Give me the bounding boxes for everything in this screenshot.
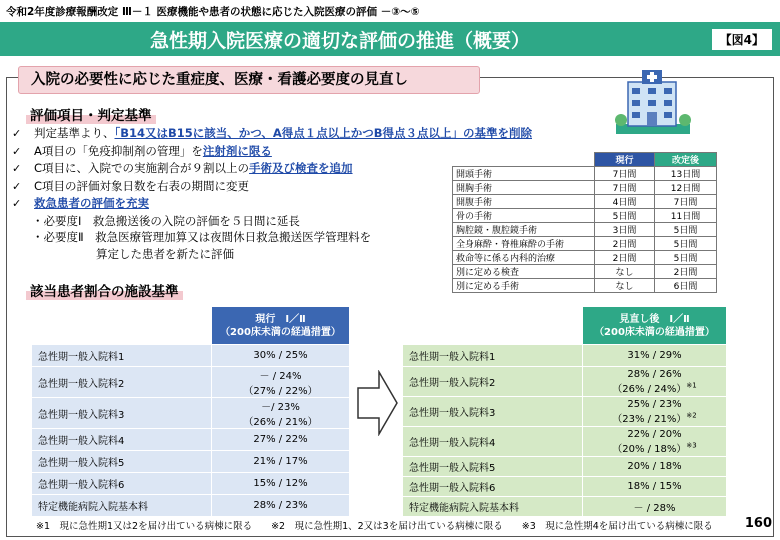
table-row: 急性期一般入院料6 15% / 12% bbox=[32, 473, 350, 495]
table-row: 特定機能病院入院基本料 － / 28% bbox=[403, 497, 727, 517]
criteria-highlight: 手術及び検査を追加 bbox=[249, 161, 353, 175]
table-row: 全身麻酔・脊椎麻酔の手術 2日間 5日間 bbox=[453, 237, 717, 251]
figure-label: 【図4】 bbox=[712, 29, 772, 50]
criteria-highlight: 注射剤に限る bbox=[202, 143, 272, 158]
current-standards-table bbox=[31, 306, 350, 517]
check-icon: ✓ bbox=[12, 179, 22, 193]
criteria-item: ✓ A項目の「免疫抑制剤の管理」を注射剤に限る bbox=[12, 143, 532, 161]
criteria-subitem: ・必要度Ⅰ 救急搬送後の入院の評価を５日間に延長 bbox=[32, 213, 300, 228]
table-row: 急性期一般入院料4 27% / 22% bbox=[32, 429, 350, 451]
check-icon: ✓ bbox=[12, 197, 22, 210]
table-row: 開頭手術 7日間 13日間 bbox=[453, 167, 717, 181]
criteria-heading: 評価項目・判定基準 bbox=[26, 104, 156, 124]
days-header-current: 現行 bbox=[595, 153, 655, 167]
table-row: 急性期一般入院料1 31% / 29% bbox=[403, 345, 727, 367]
table-row: 急性期一般入院料2 28% / 26% （26% / 24%）$^{※1}$ bbox=[403, 367, 727, 397]
table-row: 急性期一般入院料4 22% / 20% （20% / 18%）$^{※3}$ bbox=[403, 427, 727, 457]
table-row: 急性期一般入院料1 30% / 25% bbox=[32, 345, 350, 367]
table-row: 急性期一般入院料2 － / 24% （27% / 22%） bbox=[32, 367, 350, 398]
criteria-subitem: 算定した患者を新たに評価 bbox=[96, 246, 234, 261]
check-icon: ✓ bbox=[12, 127, 22, 140]
hospital-building-icon bbox=[612, 68, 694, 138]
days-header-revised: 改定後 bbox=[655, 153, 717, 167]
criteria-highlight: 救急患者の評価を充実 bbox=[34, 196, 149, 210]
table-row: 胸腔鏡・腹腔鏡手術 3日間 5日間 bbox=[453, 223, 717, 237]
table-row: 別に定める手術 なし 6日間 bbox=[453, 279, 717, 293]
table-row: 開胸手術 7日間 12日間 bbox=[453, 181, 717, 195]
section-title: 入院の必要性に応じた重症度、医療・看護必要度の見直し bbox=[18, 66, 480, 94]
criteria-item: ✓ C項目の評価対象日数を右表の期間に変更 bbox=[12, 178, 532, 196]
table-row: 別に定める検査 なし 2日間 bbox=[453, 265, 717, 279]
criteria-item: ✓ 判定基準より、「B14又はB15に該当、かつ、A得点１点以上かつB得点３点以上」の基準を削除 bbox=[12, 125, 532, 143]
table-row: 急性期一般入院料5 20% / 18% bbox=[403, 457, 727, 477]
criteria-item: ✓ C項目に、入院での実施割合が９割以上の手術及び検査を追加 bbox=[12, 160, 532, 178]
table-row: 開腹手術 4日間 7日間 bbox=[453, 195, 717, 209]
footnote: ※1 現に急性期1又は2を届け出ている病棟に限る ※2 現に急性期1、2又は3を届け出ている病棟に限る ※3 現に急性期4を届け出ている病棟に限る bbox=[36, 521, 713, 532]
right-arrow-icon bbox=[357, 370, 399, 436]
facility-heading: 該当患者割合の施設基準 bbox=[26, 280, 183, 300]
revised-standards-table bbox=[402, 306, 727, 517]
table-row: 救命等に係る内科的治療 2日間 5日間 bbox=[453, 251, 717, 265]
days-table bbox=[452, 152, 717, 293]
current-header: 現行 Ⅰ／Ⅱ （200床未満の経過措置） bbox=[212, 307, 350, 345]
table-row: 急性期一般入院料6 18% / 15% bbox=[403, 477, 727, 497]
table-row: 急性期一般入院料3 25% / 23% （23% / 21%）$^{※2}$ bbox=[403, 397, 727, 427]
revised-header: 見直し後 Ⅰ／Ⅱ （200床未満の経過措置） bbox=[583, 307, 727, 345]
page-number: 160 bbox=[744, 516, 772, 531]
page-title: 急性期入院医療の適切な評価の推進（概要） bbox=[149, 30, 530, 52]
table-row: 骨の手術 5日間 11日間 bbox=[453, 209, 717, 223]
check-icon: ✓ bbox=[12, 144, 22, 158]
title-banner bbox=[0, 22, 780, 56]
criteria-subitem: ・必要度Ⅱ 救急医療管理加算又は夜間休日救急搬送医学管理料を bbox=[32, 230, 372, 244]
table-row: 急性期一般入院料3 －/ 23% （26% / 21%） bbox=[32, 398, 350, 429]
criteria-highlight: 「B14又はB15に該当、かつ、A得点１点以上かつB得点３点以上」の基準を削除 bbox=[114, 126, 532, 140]
table-row: 特定機能病院入院基本料 28% / 23% bbox=[32, 495, 350, 517]
table-row: 急性期一般入院料5 21% / 17% bbox=[32, 451, 350, 473]
page-caption: 令和2年度診療報酬改定 Ⅲ－１ 医療機能や患者の状態に応じた入院医療の評価 －③～⑤ bbox=[6, 6, 420, 18]
check-icon: ✓ bbox=[12, 162, 22, 175]
